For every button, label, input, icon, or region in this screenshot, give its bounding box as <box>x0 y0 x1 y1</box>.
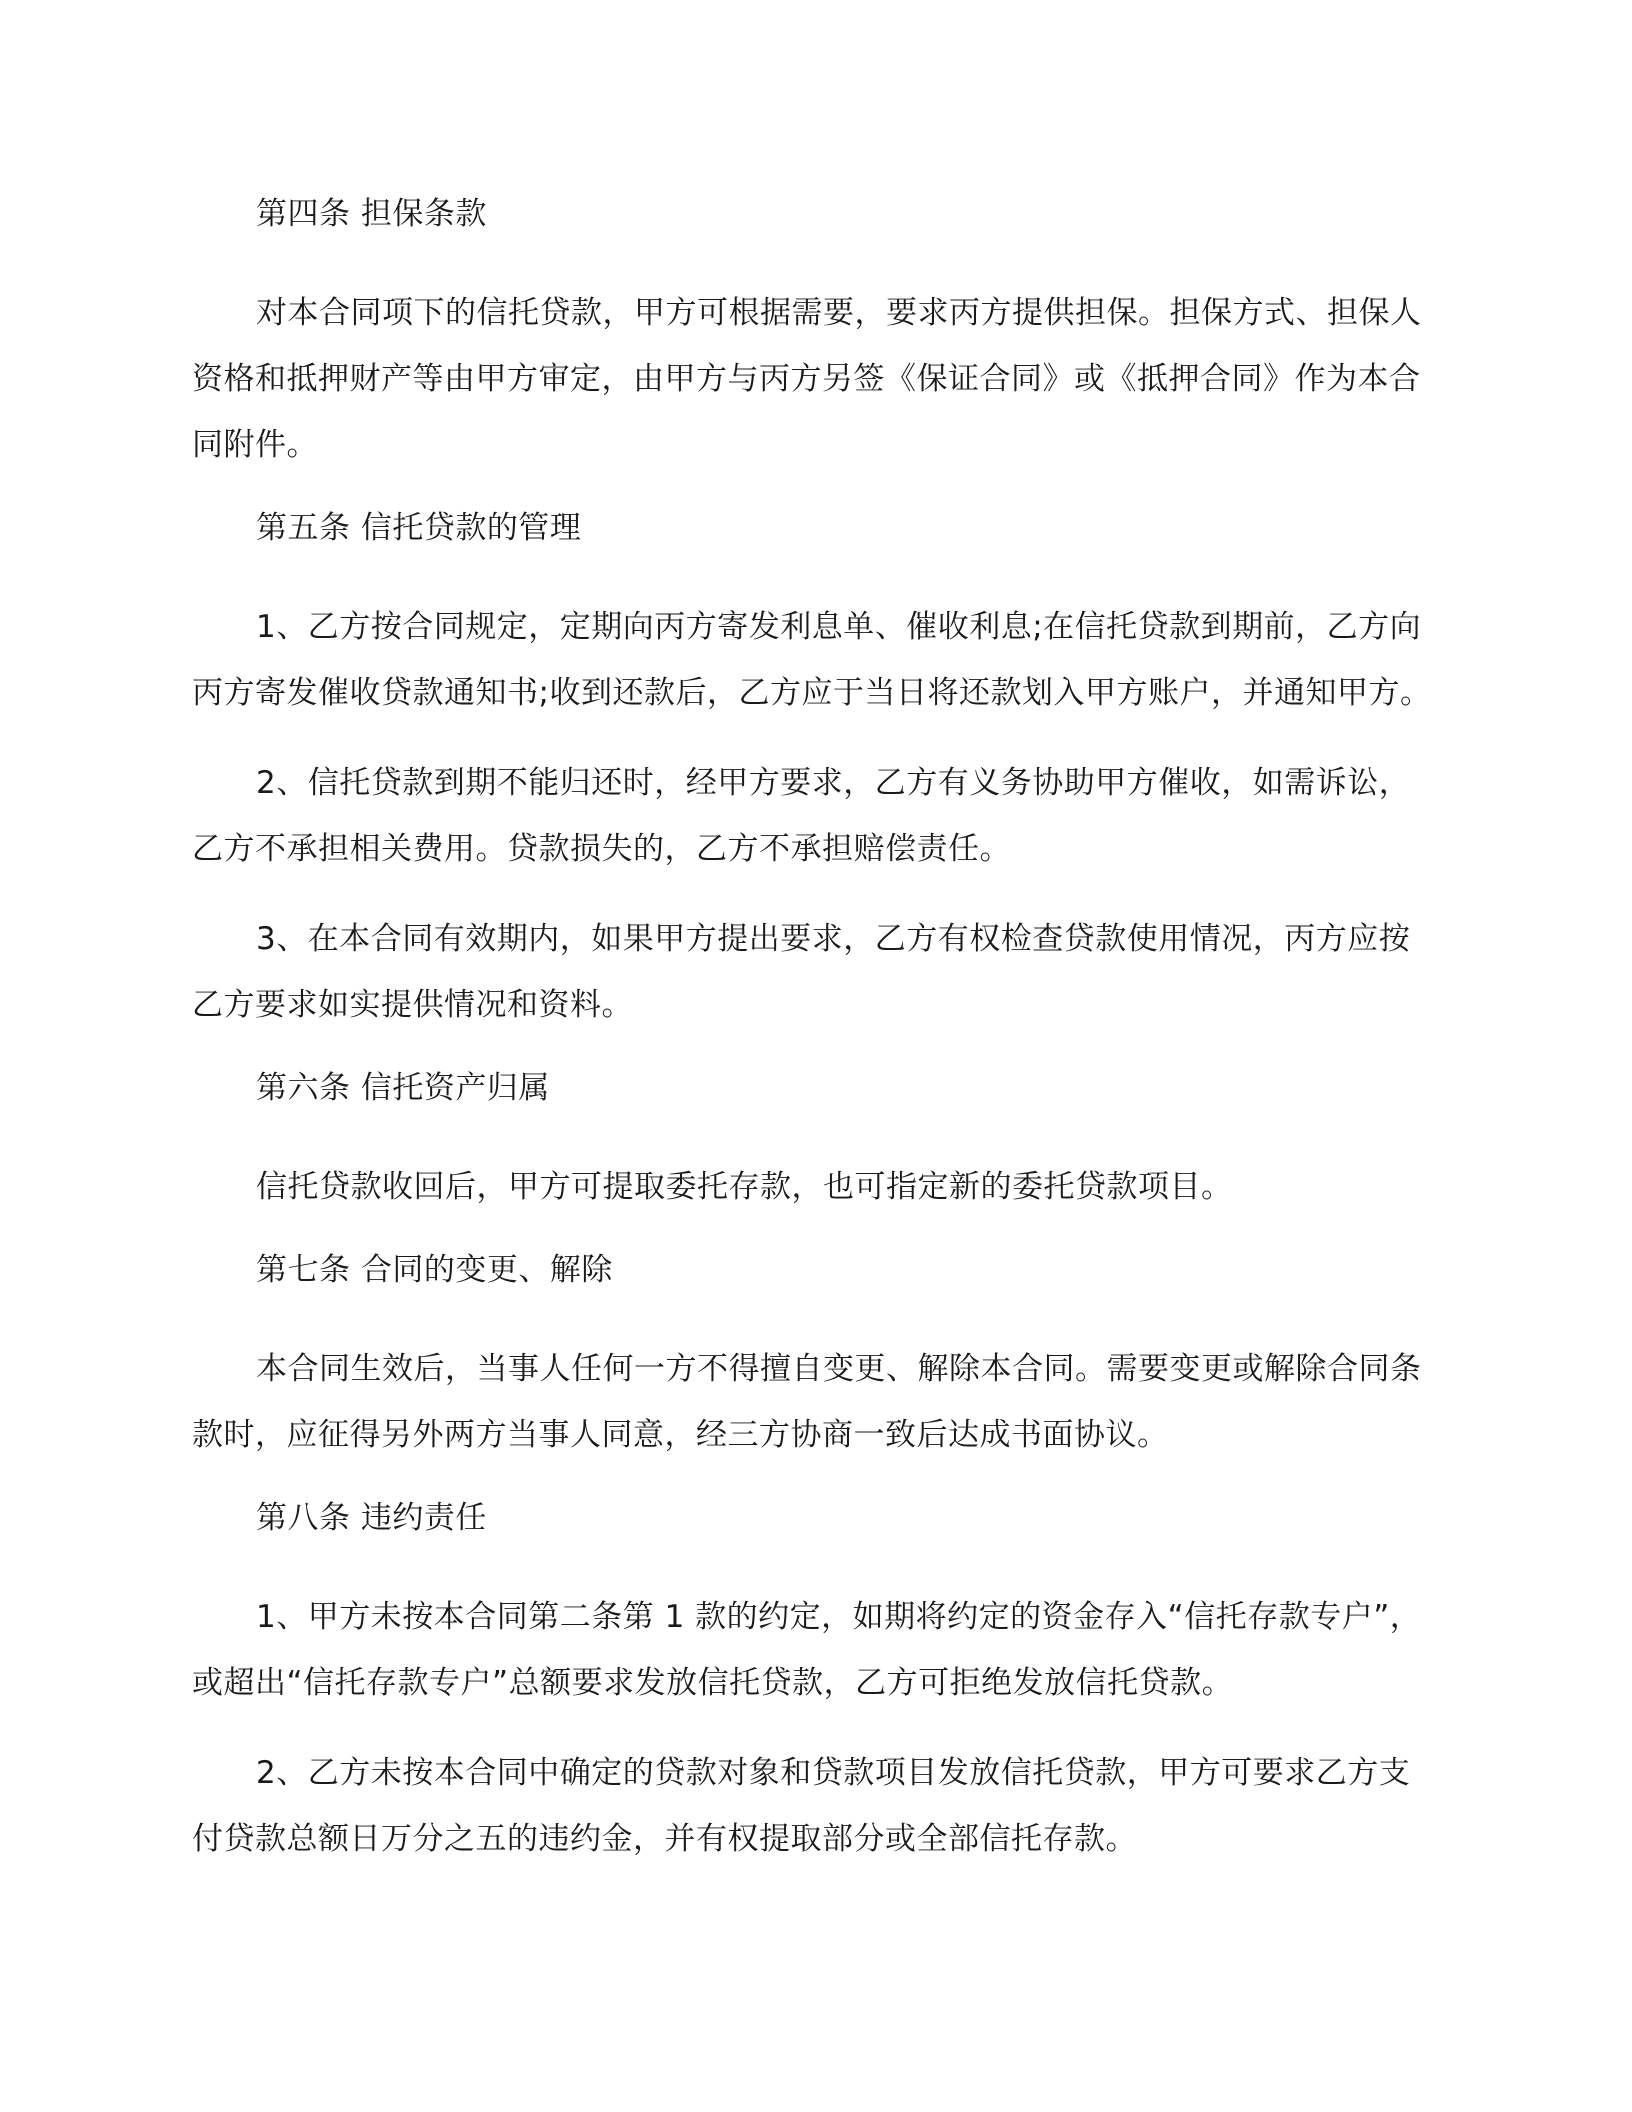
section-heading-4: 第四条 担保条款 <box>256 196 487 232</box>
section-heading-8: 第八条 违约责任 <box>256 1500 487 1536</box>
section-4-paragraph-1: 对本合同项下的信托贷款，甲方可根据需要，要求丙方提供担保。担保方式、担保人资格和抵押财产等由甲方审定，由甲方与丙方另签《保证合同》或《抵押合同》作为本合同附件。 <box>192 295 1422 463</box>
document-body <box>192 188 1440 1872</box>
section-6-paragraph-1: 信托贷款收回后，甲方可提取委托存款，也可指定新的委托贷款项目。 <box>256 1169 1233 1205</box>
section-heading-7: 第七条 合同的变更、解除 <box>256 1252 613 1288</box>
section-heading-6: 第六条 信托资产归属 <box>256 1070 550 1106</box>
section-8-paragraph-1: 1、甲方未按本合同第二条第 1 款的约定，如期将约定的资金存入“信托存款专户”，或超出“信托存款专户”总额要求发放信托贷款，乙方可拒绝发放信托贷款。 <box>192 1599 1422 1701</box>
section-7-paragraph-1: 本合同生效后，当事人任何一方不得擅自变更、解除本合同。需要变更或解除合同条款时，应征得另外两方当事人同意，经三方协商一致后达成书面协议。 <box>192 1351 1422 1453</box>
section-5-paragraph-3: 3、在本合同有效期内，如果甲方提出要求，乙方有权检查贷款使用情况，丙方应按乙方要求如实提供情况和资料。 <box>192 921 1411 1023</box>
section-5-paragraph-1: 1、乙方按合同规定，定期向丙方寄发利息单、催收利息;在信托贷款到期前，乙方向丙方寄发催收贷款通知书;收到还款后，乙方应于当日将还款划入甲方账户，并通知甲方。 <box>192 609 1432 711</box>
section-5-paragraph-2: 2、信托贷款到期不能归还时，经甲方要求，乙方有义务协助甲方催收，如需诉讼，乙方不承担相关费用。贷款损失的，乙方不承担赔偿责任。 <box>192 765 1411 867</box>
section-8-paragraph-2: 2、乙方未按本合同中确定的贷款对象和贷款项目发放信托贷款，甲方可要求乙方支付贷款总额日万分之五的违约金，并有权提取部分或全部信托存款。 <box>192 1755 1411 1857</box>
section-heading-5: 第五条 信托贷款的管理 <box>256 510 582 546</box>
